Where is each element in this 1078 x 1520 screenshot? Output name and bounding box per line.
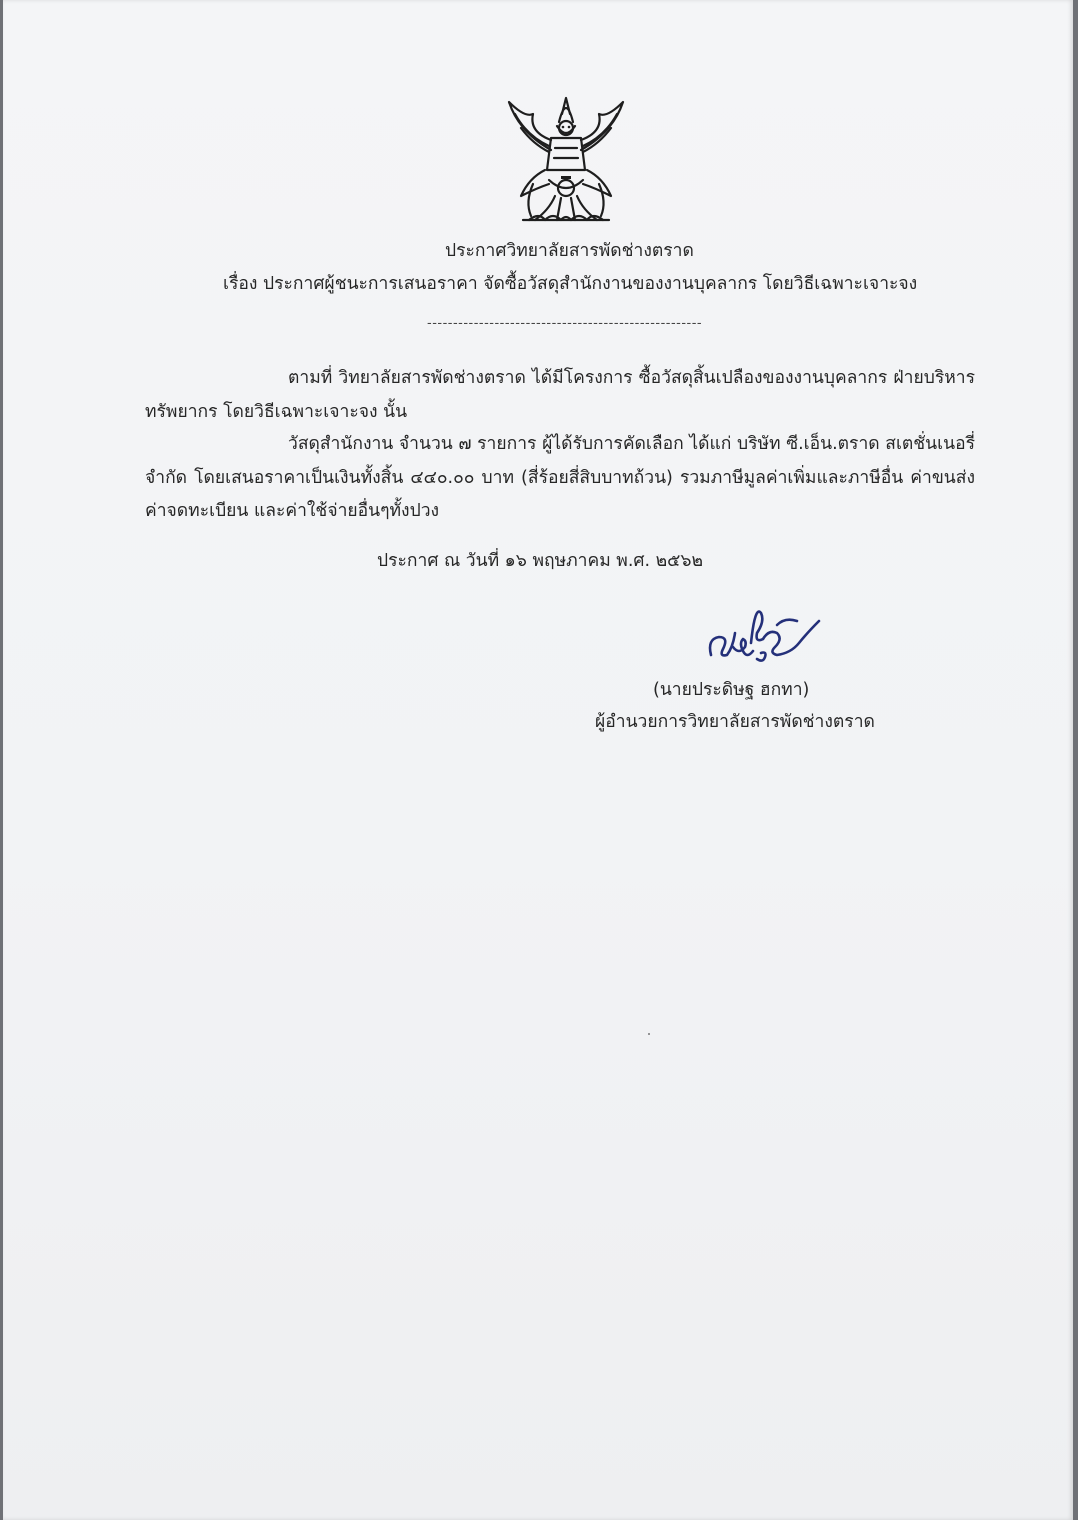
document-page [3, 0, 1073, 1520]
document-subject: เรื่อง ประกาศผู้ชนะการเสนอราคา จัดซื้อวัสดุสำนักงานของงานบุคลากร โดยวิธีเฉพาะเจาะจง [223, 274, 918, 294]
handwritten-signature [703, 603, 823, 669]
body-paragraph-1: ตามที่ วิทยาลัยสารพัดช่างตราด ได้มีโครงการ ซื้อวัสดุสิ้นเปลืองของงานบุคลากร ฝ่ายบริหารทรัพยากร โดยวิธีเฉพาะเจาะจง นั้น [145, 368, 975, 422]
signer-title: ผู้อำนวยการวิทยาลัยสารพัดช่างตราด [595, 712, 875, 732]
title-divider: ----------------------------------------------------- [427, 316, 703, 331]
document-title: ประกาศวิทยาลัยสารพัดช่างตราด [445, 241, 694, 261]
paper-speck [648, 1033, 650, 1035]
announcement-date: ประกาศ ณ วันที่ ๑๖ พฤษภาคม พ.ศ. ๒๕๖๒ [377, 551, 704, 571]
signer-name: (นายประดิษฐ ฮกทา) [653, 680, 810, 700]
garuda-emblem-icon [499, 92, 633, 228]
body-paragraph-2: วัสดุสำนักงาน จำนวน ๗ รายการ ผู้ได้รับการคัดเลือก ได้แก่ บริษัท ซี.เอ็น.ตราด สเตชั่นเนอรี่ จำกัด โดยเสนอราคาเป็นเงินทั้งสิ้น ๔๔๐.๐๐ บาท (สี่ร้อยสี่สิบบาทถ้วน) รวมภาษีมูลค่าเพิ่มและภาษีอื่น ค่าขนส่ง ค่าจดทะเบียน และค่าใช้จ่ายอื่นๆทั้งปวง [145, 434, 975, 521]
